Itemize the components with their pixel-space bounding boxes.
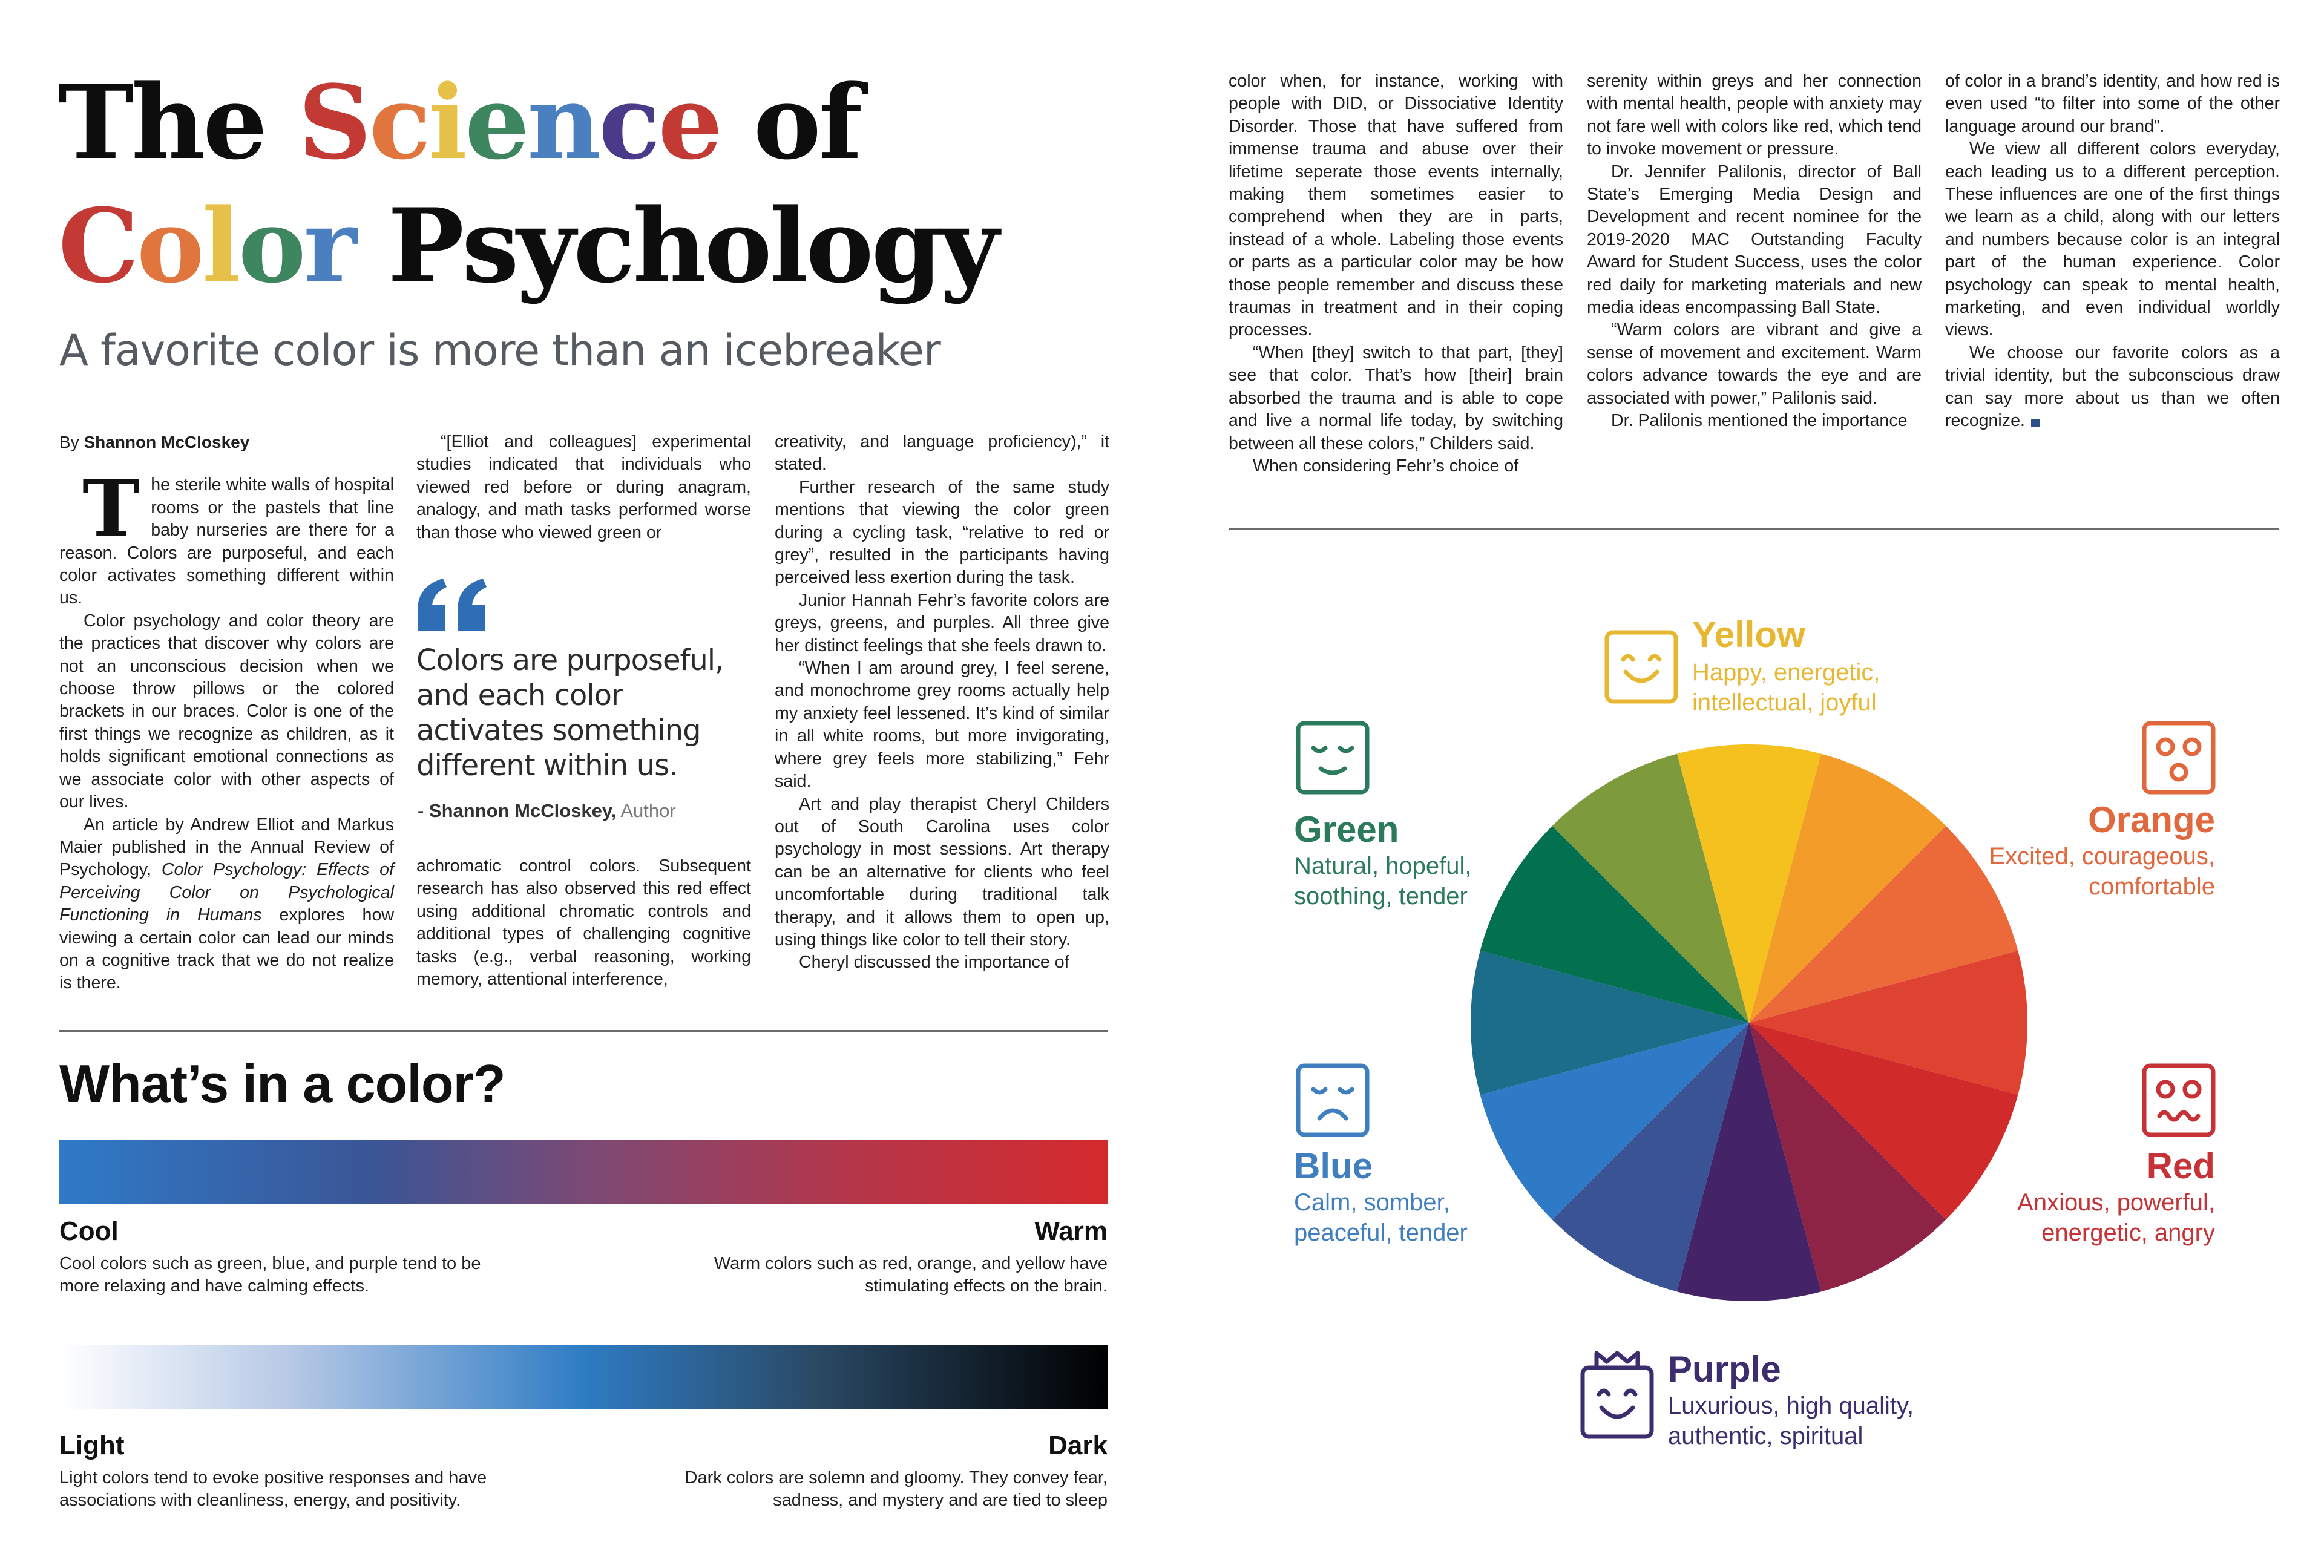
surprised-face-icon — [2141, 720, 2216, 795]
emotion-name-purple: Purple — [1668, 1349, 1781, 1389]
article-paragraph: Dr. Palilonis mentioned the importance — [1611, 411, 1908, 431]
pull-quote-attribution: - Shannon McCloskey, Author — [418, 800, 676, 821]
article-column-2-top — [416, 431, 751, 544]
title-segment: c — [599, 62, 658, 182]
article-paragraph: serenity within greys and her connection with mental health, people with anxiety may not fare well with colors like red, which tend to invoke movement or pressure. — [1587, 71, 1922, 159]
article-paragraph: Cheryl discussed the importance of — [799, 953, 1069, 973]
end-mark-icon — [2031, 419, 2040, 427]
article-column-4 — [1229, 70, 1563, 477]
article-paragraph: of color in a brand’s identity, and how red is even used “to filter into some of the other language around our brand”. — [1945, 71, 2280, 136]
byline: By Shannon McCloskey — [59, 433, 250, 451]
title-line-1 — [58, 62, 861, 182]
article-paragraph: color when, for instance, working with people with DID, or Dissociative Identity Disorder. Those that have suffered from immense trauma and abuse over their lifetime seperate those events internally, making them sometimes easier to comprehend when they are in parts, instead of a whole. Labeling those events or parts as a particular color may be how those people remember and discuss these traumas in treatment and in their coping processes. — [1229, 71, 1563, 340]
article-paragraph: “Warm colors are vibrant and give a sense of movement and excitement. Warm colors advance towards the eye and are associated with power,” Palilonis said. — [1587, 320, 1922, 408]
article-paragraph: An article by Andrew Elliot and Markus Maier published in the Annual Review of Psychology, Color Psychology: Effects of Perceiving Color on Psychological Functioning in Humans explores how viewing a certain color can lead our minds on a cognitive track that we do not realize is there. — [59, 815, 394, 993]
title-segment: The — [58, 62, 298, 182]
crowned-face-icon — [1580, 1350, 1655, 1440]
warm-label: Warm — [1034, 1216, 1108, 1246]
divider — [1229, 528, 2279, 530]
sad-face-icon — [1295, 1063, 1370, 1138]
emotion-name-yellow: Yellow — [1692, 614, 1805, 655]
article-paragraph: Dr. Jennifer Palilonis, director of Ball State’s Emerging Media Design and Development and recent nominee for the 2019-2020 MAC Outstanding Faculty Award for Student Success, uses the color red daily for marketing materials and new media ideas encompassing Ball State. — [1587, 162, 1922, 318]
emotion-name-green: Green — [1294, 809, 1399, 850]
calm-face-icon — [1295, 720, 1370, 795]
emotion-name-orange: Orange — [2087, 799, 2215, 840]
title-segment: i — [428, 62, 465, 182]
title-segment: of — [720, 62, 861, 182]
article-paragraph: “[Elliot and colleagues] experimental studies indicated that individuals who viewed red before or during anagram, analogy, and math tasks performed worse than those who viewed green or — [416, 432, 751, 542]
emotion-desc-red: Anxious, powerful, energetic, angry — [2017, 1189, 2215, 1246]
title-segment: n — [527, 62, 599, 182]
pull-quote: Colors are purposeful, and each color activates something different within us. — [416, 643, 724, 782]
light-description: Light colors tend to evoke positive responses and have associations with cleanliness, energy, and positivity. — [59, 1468, 487, 1510]
title-line-2 — [58, 186, 997, 306]
article-paragraph: We view all different colors everyday, each leading us to a different perception. These influences are one of the first things we learn as a child, along with our letters and numbers because color is an integral part of the human experience. Color psychology can speak to mental health, marketing, and even individual worldly views. — [1945, 139, 2280, 340]
cool-label: Cool — [59, 1216, 119, 1246]
anxious-face-icon — [2141, 1063, 2216, 1138]
article-paragraph: “When [they] switch to that part, [they] see that color. That’s how [their] brain absorbed the trauma and is able to cope and live a normal life today, by switching between all these colors,” Childers said. — [1229, 343, 1563, 453]
warm-description: Warm colors such as red, orange, and yellow have stimulating effects on the brain. — [714, 1254, 1108, 1296]
article-column-3 — [775, 431, 1109, 974]
article-paragraph: “When I am around grey, I feel serene, and monochrome grey rooms actually help my anxiety feel lessened. It’s kind of similar in all white rooms, but more invigorating, where grey feels more stabilizing,” Fehr said. — [775, 658, 1109, 792]
light-dark-gradient-bar — [59, 1345, 1108, 1409]
emotion-desc-orange: Excited, courageous, comfortable — [1989, 843, 2215, 900]
title-segment: S — [298, 62, 369, 182]
title-segment: r — [303, 186, 355, 306]
cool-description: Cool colors such as green, blue, and purple tend to be more relaxing and have calming effects. — [59, 1254, 481, 1296]
emotion-name-red: Red — [2146, 1146, 2215, 1186]
dark-label: Dark — [1048, 1431, 1108, 1460]
emotion-desc-blue: Calm, somber, peaceful, tender — [1294, 1189, 1468, 1246]
article-column-1 — [59, 431, 394, 995]
subtitle: A favorite color is more than an icebreaker — [59, 326, 940, 375]
title-segment: o — [136, 186, 202, 306]
emotion-name-blue: Blue — [1294, 1146, 1373, 1186]
cool-warm-gradient-bar — [59, 1140, 1108, 1204]
drop-cap: T — [82, 464, 140, 555]
article-paragraph: Color psychology and color theory are the practices that discover why colors are not an unconscious decision when we choose throw pillows or the colored brackets in our braces. Color is one of the first things we recognize as children, as it holds significant emotional connections as we associate color with other aspects of our lives. — [59, 611, 394, 812]
article-column-6 — [1945, 70, 2280, 433]
article-paragraph: achromatic control colors. Subsequent research has also observed this red effect using additional chromatic controls and additional types of challenging cognitive tasks (e.g., verbal reasoning, working memory, attentional interference, — [416, 856, 751, 989]
byline-author: Shannon McCloskey — [84, 433, 250, 451]
title-segment: Psychology — [355, 186, 997, 306]
section-heading: What’s in a color? — [59, 1054, 505, 1114]
title-segment: e — [658, 62, 721, 182]
happy-face-icon — [1604, 629, 1679, 704]
light-label: Light — [59, 1431, 125, 1460]
article-paragraph: We choose our favorite colors as a trivial identity, but the subconscious draw can say more about us than we often recognize. — [1945, 343, 2280, 431]
title-segment: e — [465, 62, 527, 182]
article-column-2-bottom — [416, 855, 751, 991]
article-paragraph: Art and play therapist Cheryl Childers out of South Carolina uses color psychology in most sessions. Art therapy can be an alternative for clients who feel uncomfortable during traditional talk therapy, and it allows them to open up, using things like color to tell their story. — [775, 794, 1109, 950]
title-segment: l — [202, 186, 238, 306]
quote-mark-icon — [415, 575, 494, 635]
title-segment: c — [369, 62, 429, 182]
article-paragraph: Junior Hannah Fehr’s favorite colors are greys, greens, and purples. All three give her distinct feelings that she feels drawn to. — [775, 590, 1109, 655]
title-segment: o — [238, 186, 304, 306]
article-paragraph: Further research of the same study mentions that viewing the color green during a cycling task, “relative to red or grey”, resulted in the participants having perceived less exertion during the task. — [775, 477, 1109, 588]
emotion-desc-purple: Luxurious, high quality, authentic, spiritual — [1668, 1393, 1914, 1449]
emotion-desc-green: Natural, hopeful, soothing, tender — [1294, 853, 1472, 910]
article-paragraph: When considering Fehr’s choice of — [1253, 456, 1519, 476]
article-paragraph: The sterile white walls of hospital rooms or the pastels that line baby nurseries are there for a reason. Colors are purposeful, and each color activates something different within us. — [59, 464, 394, 608]
title-segment: C — [58, 186, 137, 306]
emotion-desc-yellow: Happy, energetic, intellectual, joyful — [1692, 659, 1880, 716]
article-paragraph: creativity, and language proficiency),” it stated. — [775, 432, 1109, 474]
divider — [59, 1030, 1108, 1032]
article-column-5 — [1587, 70, 1922, 433]
dark-description: Dark colors are solemn and gloomy. They convey fear, sadness, and mystery and are tied to sleep — [684, 1468, 1108, 1510]
